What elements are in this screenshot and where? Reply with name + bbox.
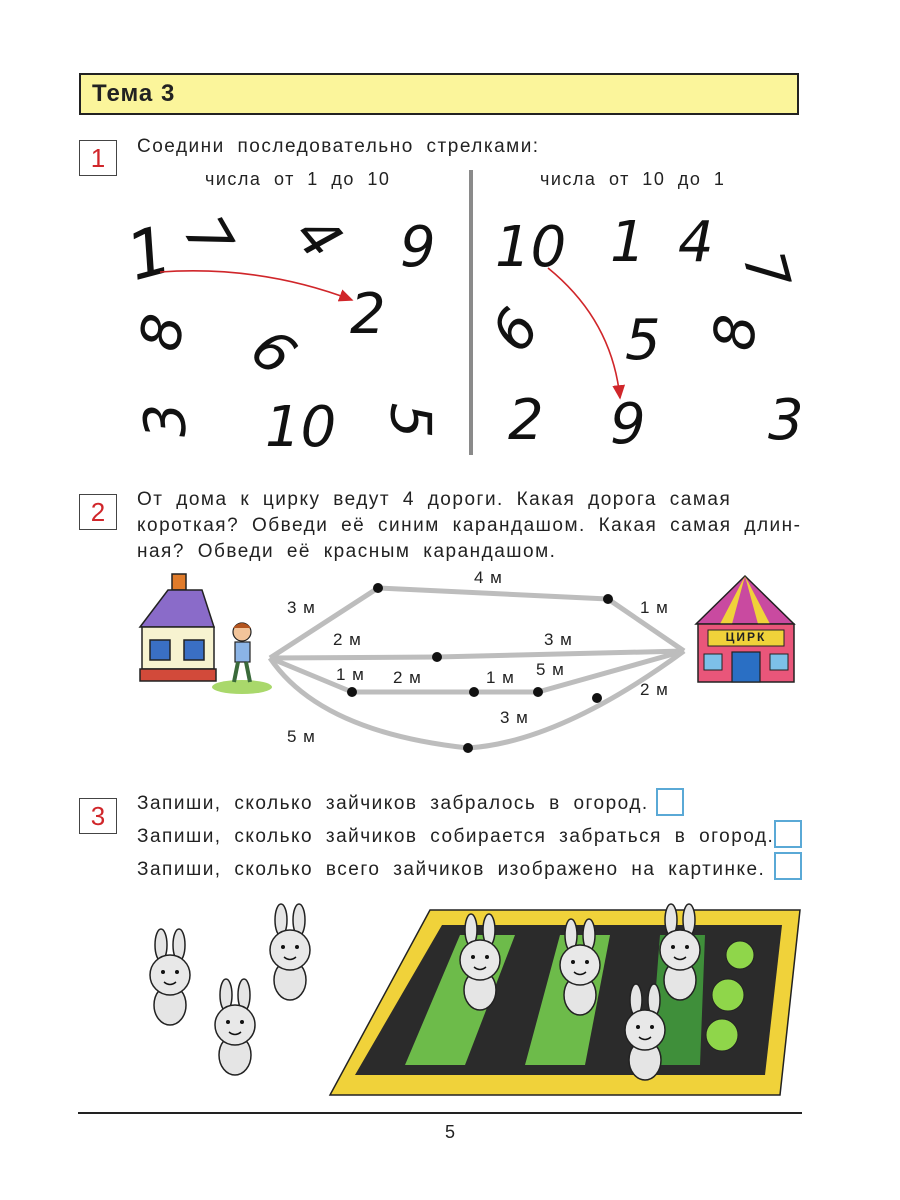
distance-label: 5 м xyxy=(536,660,565,679)
distance-label: 5 м xyxy=(287,727,316,746)
digit: 1 xyxy=(118,210,180,297)
digit: 5 xyxy=(377,402,443,439)
answer-box-2[interactable] xyxy=(774,820,802,848)
road-point xyxy=(603,594,613,604)
bunny xyxy=(150,929,190,1025)
digit: 1 xyxy=(610,210,646,275)
task1-instruction: Соедини последовательно стрелками: xyxy=(137,136,540,157)
arrow-10-to-9 xyxy=(548,268,620,398)
digit: 9 xyxy=(610,392,646,457)
digit: 2 xyxy=(350,282,386,347)
footer-line xyxy=(78,1112,802,1114)
task-number-3: 3 xyxy=(79,798,117,834)
page-number: 5 xyxy=(444,1122,455,1142)
digit: 2 xyxy=(508,388,544,453)
digit: 10 xyxy=(495,215,567,280)
digit: 4 xyxy=(281,202,355,273)
distance-label: 1 м xyxy=(486,668,515,687)
task1-right-caption: числа от 10 до 1 xyxy=(540,169,726,189)
task1-left-caption: числа от 1 до 10 xyxy=(205,169,391,189)
topic-title: Тема 3 xyxy=(92,80,176,107)
distance-label: 4 м xyxy=(474,568,503,587)
digit: 10 xyxy=(265,395,337,460)
road-point xyxy=(432,652,442,662)
distance-label: 2 м xyxy=(393,668,422,687)
bunny xyxy=(215,979,255,1075)
circus-sign: ЦИРК xyxy=(725,630,767,644)
road-point xyxy=(373,583,383,593)
road-point xyxy=(463,743,473,753)
distance-label: 1 м xyxy=(640,598,669,617)
roads-diagram xyxy=(0,560,900,770)
distance-label: 2 м xyxy=(333,630,362,649)
arrow-1-to-2 xyxy=(160,271,352,300)
task3-line-2: Запиши, сколько зайчиков собирается забраться в огород. xyxy=(137,826,775,847)
distance-label: 3 м xyxy=(500,708,529,727)
digit: 8 xyxy=(701,311,770,354)
digit: 6 xyxy=(238,316,308,389)
distance-label: 1 м xyxy=(336,665,365,684)
task3-line-3: Запиши, сколько всего зайчиков изображено на картинке. xyxy=(137,859,766,880)
road-point xyxy=(469,687,479,697)
task2-line-1: От дома к цирку ведут 4 дороги. Какая дорога самая xyxy=(137,489,732,510)
digit: 3 xyxy=(131,399,200,442)
task-number-1: 1 xyxy=(79,140,117,176)
distance-label: 3 м xyxy=(544,630,573,649)
road-point xyxy=(592,693,602,703)
task2-line-2: короткая? Обведи её синим карандашом. Какая самая длин- xyxy=(137,515,802,536)
road-bottom xyxy=(270,651,684,748)
digit: 5 xyxy=(625,308,661,373)
road-point xyxy=(533,687,543,697)
digit: 4 xyxy=(678,210,714,275)
answer-box-1[interactable] xyxy=(656,788,684,816)
example-arrows xyxy=(0,0,900,460)
digit: 7 xyxy=(170,205,245,270)
digit: 7 xyxy=(729,244,802,297)
bunny xyxy=(270,904,310,1000)
digit: 3 xyxy=(768,388,804,453)
answer-box-3[interactable] xyxy=(774,852,802,880)
garden-illustration xyxy=(130,895,810,1105)
task2-line-3: ная? Обведи её красным карандашом. xyxy=(137,541,557,562)
distance-label: 3 м xyxy=(287,598,316,617)
digit: 8 xyxy=(127,309,198,356)
road-point xyxy=(347,687,357,697)
digit: 6 xyxy=(478,297,553,364)
road-middle xyxy=(270,651,684,658)
distance-label: 2 м xyxy=(640,680,669,699)
task-number-2: 2 xyxy=(79,494,117,530)
digit: 9 xyxy=(400,215,436,280)
task3-line-1: Запиши, сколько зайчиков забралось в огород. xyxy=(137,793,649,814)
